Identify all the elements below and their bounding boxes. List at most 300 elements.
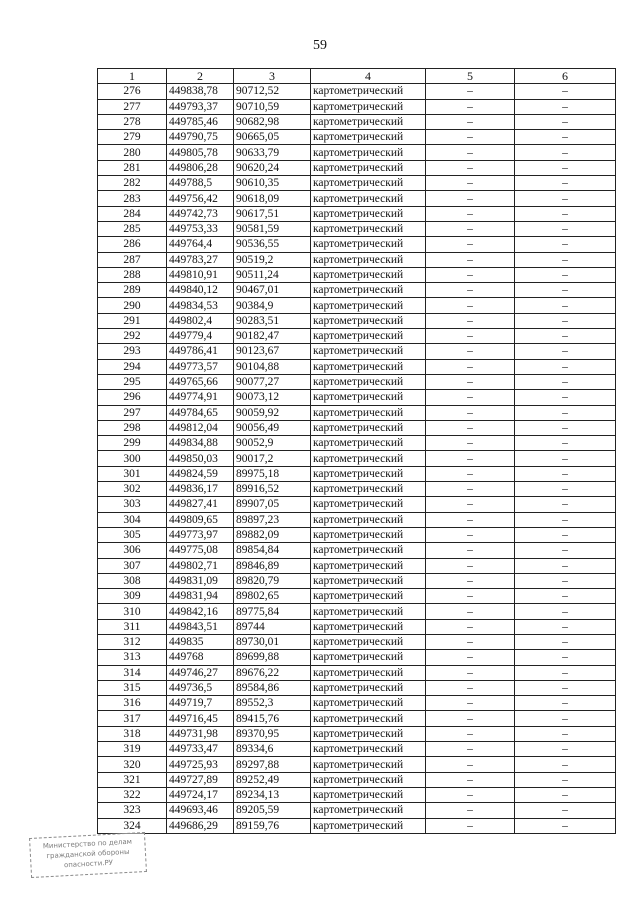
column-5-cell: –: [426, 114, 515, 129]
x-coordinate-cell: 449779,4: [167, 329, 234, 344]
method-cell: картометрический: [311, 436, 426, 451]
table-row: [98, 818, 616, 833]
table-row: [98, 344, 616, 359]
x-coordinate-cell: 449768: [167, 650, 234, 665]
method-cell: картометрический: [311, 757, 426, 772]
table-row: [98, 191, 616, 206]
column-header-2: 2: [167, 69, 234, 84]
column-5-cell: –: [426, 130, 515, 145]
method-cell: картометрический: [311, 176, 426, 191]
method-cell: картометрический: [311, 787, 426, 802]
method-cell: картометрический: [311, 252, 426, 267]
point-number-cell: 279: [98, 130, 167, 145]
x-coordinate-cell: 449812,04: [167, 420, 234, 435]
column-6-cell: –: [515, 558, 616, 573]
y-coordinate-cell: 90104,88: [234, 359, 311, 374]
column-header-6: 6: [515, 69, 616, 84]
x-coordinate-cell: 449773,57: [167, 359, 234, 374]
column-5-cell: –: [426, 665, 515, 680]
y-coordinate-cell: 89854,84: [234, 543, 311, 558]
column-6-cell: –: [515, 696, 616, 711]
column-5-cell: –: [426, 772, 515, 787]
point-number-cell: 289: [98, 283, 167, 298]
column-6-cell: –: [515, 99, 616, 114]
column-6-cell: –: [515, 543, 616, 558]
table-row: [98, 329, 616, 344]
table-row: [98, 145, 616, 160]
column-5-cell: –: [426, 313, 515, 328]
x-coordinate-cell: 449802,4: [167, 313, 234, 328]
y-coordinate-cell: 90581,59: [234, 221, 311, 236]
y-coordinate-cell: 89744: [234, 619, 311, 634]
y-coordinate-cell: 90536,55: [234, 237, 311, 252]
column-6-cell: –: [515, 298, 616, 313]
point-number-cell: 297: [98, 405, 167, 420]
table-row: [98, 589, 616, 604]
table-row: [98, 298, 616, 313]
table-row: [98, 665, 616, 680]
point-number-cell: 300: [98, 451, 167, 466]
y-coordinate-cell: 89882,09: [234, 527, 311, 542]
method-cell: картометрический: [311, 160, 426, 175]
y-coordinate-cell: 90665,05: [234, 130, 311, 145]
table-row: [98, 573, 616, 588]
column-6-cell: –: [515, 267, 616, 282]
method-cell: картометрический: [311, 329, 426, 344]
column-6-cell: –: [515, 650, 616, 665]
column-6-cell: –: [515, 803, 616, 818]
x-coordinate-cell: 449775,08: [167, 543, 234, 558]
method-cell: картометрический: [311, 818, 426, 833]
point-number-cell: 305: [98, 527, 167, 542]
method-cell: картометрический: [311, 619, 426, 634]
table-header-row: [98, 69, 616, 84]
x-coordinate-cell: 449724,17: [167, 787, 234, 802]
y-coordinate-cell: 89159,76: [234, 818, 311, 833]
method-cell: картометрический: [311, 711, 426, 726]
table-row: [98, 742, 616, 757]
x-coordinate-cell: 449774,91: [167, 390, 234, 405]
x-coordinate-cell: 449786,41: [167, 344, 234, 359]
x-coordinate-cell: 449788,5: [167, 176, 234, 191]
table-row: [98, 497, 616, 512]
y-coordinate-cell: 89699,88: [234, 650, 311, 665]
point-number-cell: 307: [98, 558, 167, 573]
y-coordinate-cell: 89297,88: [234, 757, 311, 772]
x-coordinate-cell: 449783,27: [167, 252, 234, 267]
method-cell: картометрический: [311, 650, 426, 665]
y-coordinate-cell: 90467,01: [234, 283, 311, 298]
page-number: 59: [313, 38, 327, 53]
column-5-cell: –: [426, 267, 515, 282]
column-5-cell: –: [426, 298, 515, 313]
point-number-cell: 284: [98, 206, 167, 221]
x-coordinate-cell: 449686,29: [167, 818, 234, 833]
x-coordinate-cell: 449835: [167, 634, 234, 649]
column-6-cell: –: [515, 436, 616, 451]
x-coordinate-cell: 449773,97: [167, 527, 234, 542]
column-5-cell: –: [426, 252, 515, 267]
y-coordinate-cell: 90052,9: [234, 436, 311, 451]
column-5-cell: –: [426, 237, 515, 252]
column-6-cell: –: [515, 497, 616, 512]
column-6-cell: –: [515, 359, 616, 374]
point-number-cell: 304: [98, 512, 167, 527]
column-5-cell: –: [426, 696, 515, 711]
x-coordinate-cell: 449756,42: [167, 191, 234, 206]
table-row: [98, 374, 616, 389]
column-5-cell: –: [426, 711, 515, 726]
method-cell: картометрический: [311, 84, 426, 99]
y-coordinate-cell: 90059,92: [234, 405, 311, 420]
table-row: [98, 84, 616, 99]
method-cell: картометрический: [311, 680, 426, 695]
method-cell: картометрический: [311, 696, 426, 711]
column-6-cell: –: [515, 344, 616, 359]
column-5-cell: –: [426, 619, 515, 634]
x-coordinate-cell: 449790,75: [167, 130, 234, 145]
column-5-cell: –: [426, 726, 515, 741]
table-row: [98, 160, 616, 175]
x-coordinate-cell: 449725,93: [167, 757, 234, 772]
column-5-cell: –: [426, 176, 515, 191]
y-coordinate-cell: 90017,2: [234, 451, 311, 466]
x-coordinate-cell: 449784,65: [167, 405, 234, 420]
y-coordinate-cell: 89205,59: [234, 803, 311, 818]
table-row: [98, 359, 616, 374]
y-coordinate-cell: 89846,89: [234, 558, 311, 573]
column-6-cell: –: [515, 283, 616, 298]
x-coordinate-cell: 449843,51: [167, 619, 234, 634]
column-6-cell: –: [515, 451, 616, 466]
column-6-cell: –: [515, 772, 616, 787]
point-number-cell: 310: [98, 604, 167, 619]
column-6-cell: –: [515, 573, 616, 588]
column-5-cell: –: [426, 742, 515, 757]
x-coordinate-cell: 449809,65: [167, 512, 234, 527]
point-number-cell: 314: [98, 665, 167, 680]
method-cell: картометрический: [311, 283, 426, 298]
table-row: [98, 206, 616, 221]
table-row: [98, 757, 616, 772]
point-number-cell: 320: [98, 757, 167, 772]
column-5-cell: –: [426, 650, 515, 665]
column-6-cell: –: [515, 145, 616, 160]
table-row: [98, 512, 616, 527]
y-coordinate-cell: 89775,84: [234, 604, 311, 619]
column-6-cell: –: [515, 176, 616, 191]
y-coordinate-cell: 90182,47: [234, 329, 311, 344]
column-6-cell: –: [515, 742, 616, 757]
table-row: [98, 619, 616, 634]
x-coordinate-cell: 449842,16: [167, 604, 234, 619]
column-5-cell: –: [426, 466, 515, 481]
table-row: [98, 726, 616, 741]
point-number-cell: 277: [98, 99, 167, 114]
column-6-cell: –: [515, 482, 616, 497]
method-cell: картометрический: [311, 298, 426, 313]
y-coordinate-cell: 89676,22: [234, 665, 311, 680]
column-5-cell: –: [426, 757, 515, 772]
y-coordinate-cell: 90056,49: [234, 420, 311, 435]
table-row: [98, 680, 616, 695]
y-coordinate-cell: 90617,51: [234, 206, 311, 221]
y-coordinate-cell: 89415,76: [234, 711, 311, 726]
point-number-cell: 309: [98, 589, 167, 604]
point-number-cell: 283: [98, 191, 167, 206]
table-row: [98, 451, 616, 466]
method-cell: картометрический: [311, 313, 426, 328]
point-number-cell: 294: [98, 359, 167, 374]
column-5-cell: –: [426, 482, 515, 497]
table-row: [98, 130, 616, 145]
y-coordinate-cell: 90712,52: [234, 84, 311, 99]
column-6-cell: –: [515, 84, 616, 99]
column-5-cell: –: [426, 359, 515, 374]
stamp-line: опасности.РУ: [63, 858, 114, 870]
column-6-cell: –: [515, 757, 616, 772]
column-6-cell: –: [515, 206, 616, 221]
method-cell: картометрический: [311, 665, 426, 680]
point-number-cell: 321: [98, 772, 167, 787]
y-coordinate-cell: 90618,09: [234, 191, 311, 206]
point-number-cell: 303: [98, 497, 167, 512]
point-number-cell: 298: [98, 420, 167, 435]
x-coordinate-cell: 449805,78: [167, 145, 234, 160]
x-coordinate-cell: 449765,66: [167, 374, 234, 389]
method-cell: картометрический: [311, 543, 426, 558]
column-6-cell: –: [515, 329, 616, 344]
method-cell: картометрический: [311, 604, 426, 619]
method-cell: картометрический: [311, 344, 426, 359]
column-header-4: 4: [311, 69, 426, 84]
y-coordinate-cell: 89730,01: [234, 634, 311, 649]
column-6-cell: –: [515, 160, 616, 175]
table-row: [98, 221, 616, 236]
column-5-cell: –: [426, 803, 515, 818]
point-number-cell: 287: [98, 252, 167, 267]
table-row: [98, 787, 616, 802]
y-coordinate-cell: 90283,51: [234, 313, 311, 328]
point-number-cell: 313: [98, 650, 167, 665]
table-row: [98, 313, 616, 328]
x-coordinate-cell: 449727,89: [167, 772, 234, 787]
table-row: [98, 711, 616, 726]
method-cell: картометрический: [311, 405, 426, 420]
point-number-cell: 308: [98, 573, 167, 588]
point-number-cell: 302: [98, 482, 167, 497]
point-number-cell: 295: [98, 374, 167, 389]
x-coordinate-cell: 449785,46: [167, 114, 234, 129]
y-coordinate-cell: 90073,12: [234, 390, 311, 405]
method-cell: картометрический: [311, 573, 426, 588]
table-body: [98, 84, 616, 834]
table-row: [98, 390, 616, 405]
table-row: [98, 283, 616, 298]
method-cell: картометрический: [311, 267, 426, 282]
column-header-5: 5: [426, 69, 515, 84]
x-coordinate-cell: 449764,4: [167, 237, 234, 252]
column-6-cell: –: [515, 252, 616, 267]
table-row: [98, 527, 616, 542]
point-number-cell: 317: [98, 711, 167, 726]
x-coordinate-cell: 449810,91: [167, 267, 234, 282]
column-6-cell: –: [515, 420, 616, 435]
column-5-cell: –: [426, 818, 515, 833]
method-cell: картометрический: [311, 558, 426, 573]
x-coordinate-cell: 449731,98: [167, 726, 234, 741]
y-coordinate-cell: 90077,27: [234, 374, 311, 389]
stamp: [29, 832, 147, 878]
method-cell: картометрический: [311, 772, 426, 787]
x-coordinate-cell: 449838,78: [167, 84, 234, 99]
column-5-cell: –: [426, 634, 515, 649]
column-6-cell: –: [515, 390, 616, 405]
column-5-cell: –: [426, 451, 515, 466]
column-5-cell: –: [426, 420, 515, 435]
point-number-cell: 322: [98, 787, 167, 802]
point-number-cell: 282: [98, 176, 167, 191]
method-cell: картометрический: [311, 359, 426, 374]
y-coordinate-cell: 90682,98: [234, 114, 311, 129]
table-row: [98, 420, 616, 435]
column-5-cell: –: [426, 374, 515, 389]
column-5-cell: –: [426, 589, 515, 604]
x-coordinate-cell: 449840,12: [167, 283, 234, 298]
y-coordinate-cell: 89820,79: [234, 573, 311, 588]
column-6-cell: –: [515, 130, 616, 145]
column-5-cell: –: [426, 512, 515, 527]
x-coordinate-cell: 449736,5: [167, 680, 234, 695]
table-row: [98, 405, 616, 420]
column-5-cell: –: [426, 787, 515, 802]
column-6-cell: –: [515, 114, 616, 129]
x-coordinate-cell: 449733,47: [167, 742, 234, 757]
point-number-cell: 323: [98, 803, 167, 818]
point-number-cell: 316: [98, 696, 167, 711]
point-number-cell: 311: [98, 619, 167, 634]
column-6-cell: –: [515, 634, 616, 649]
method-cell: картометрический: [311, 466, 426, 481]
point-number-cell: 319: [98, 742, 167, 757]
column-5-cell: –: [426, 573, 515, 588]
column-6-cell: –: [515, 405, 616, 420]
y-coordinate-cell: 89897,23: [234, 512, 311, 527]
table-row: [98, 252, 616, 267]
x-coordinate-cell: 449746,27: [167, 665, 234, 680]
column-6-cell: –: [515, 818, 616, 833]
column-5-cell: –: [426, 344, 515, 359]
column-5-cell: –: [426, 436, 515, 451]
x-coordinate-cell: 449827,41: [167, 497, 234, 512]
column-5-cell: –: [426, 99, 515, 114]
point-number-cell: 285: [98, 221, 167, 236]
method-cell: картометрический: [311, 589, 426, 604]
point-number-cell: 324: [98, 818, 167, 833]
table-row: [98, 604, 616, 619]
column-6-cell: –: [515, 512, 616, 527]
method-cell: картометрический: [311, 374, 426, 389]
table-row: [98, 466, 616, 481]
column-5-cell: –: [426, 329, 515, 344]
x-coordinate-cell: 449834,53: [167, 298, 234, 313]
table-row: [98, 803, 616, 818]
column-5-cell: –: [426, 680, 515, 695]
point-number-cell: 286: [98, 237, 167, 252]
method-cell: картометрический: [311, 114, 426, 129]
table-row: [98, 482, 616, 497]
y-coordinate-cell: 89252,49: [234, 772, 311, 787]
x-coordinate-cell: 449824,59: [167, 466, 234, 481]
y-coordinate-cell: 89552,3: [234, 696, 311, 711]
column-6-cell: –: [515, 466, 616, 481]
x-coordinate-cell: 449831,94: [167, 589, 234, 604]
column-6-cell: –: [515, 191, 616, 206]
column-6-cell: –: [515, 374, 616, 389]
table-row: [98, 634, 616, 649]
coordinates-table: [97, 68, 616, 834]
y-coordinate-cell: 89975,18: [234, 466, 311, 481]
point-number-cell: 296: [98, 390, 167, 405]
method-cell: картометрический: [311, 742, 426, 757]
point-number-cell: 318: [98, 726, 167, 741]
table-row: [98, 543, 616, 558]
point-number-cell: 291: [98, 313, 167, 328]
method-cell: картометрический: [311, 634, 426, 649]
x-coordinate-cell: 449693,46: [167, 803, 234, 818]
x-coordinate-cell: 449719,7: [167, 696, 234, 711]
method-cell: картометрический: [311, 237, 426, 252]
y-coordinate-cell: 89802,65: [234, 589, 311, 604]
column-5-cell: –: [426, 283, 515, 298]
y-coordinate-cell: 89234,13: [234, 787, 311, 802]
point-number-cell: 278: [98, 114, 167, 129]
x-coordinate-cell: 449831,09: [167, 573, 234, 588]
column-6-cell: –: [515, 237, 616, 252]
column-5-cell: –: [426, 604, 515, 619]
x-coordinate-cell: 449793,37: [167, 99, 234, 114]
y-coordinate-cell: 89334,6: [234, 742, 311, 757]
point-number-cell: 276: [98, 84, 167, 99]
y-coordinate-cell: 90511,24: [234, 267, 311, 282]
method-cell: картометрический: [311, 420, 426, 435]
method-cell: картометрический: [311, 145, 426, 160]
column-5-cell: –: [426, 84, 515, 99]
point-number-cell: 315: [98, 680, 167, 695]
point-number-cell: 301: [98, 466, 167, 481]
method-cell: картометрический: [311, 451, 426, 466]
method-cell: картометрический: [311, 726, 426, 741]
method-cell: картометрический: [311, 390, 426, 405]
column-6-cell: –: [515, 313, 616, 328]
column-6-cell: –: [515, 726, 616, 741]
x-coordinate-cell: 449742,73: [167, 206, 234, 221]
method-cell: картометрический: [311, 191, 426, 206]
table-row: [98, 267, 616, 282]
column-5-cell: –: [426, 527, 515, 542]
point-number-cell: 288: [98, 267, 167, 282]
y-coordinate-cell: 89370,95: [234, 726, 311, 741]
column-5-cell: –: [426, 497, 515, 512]
table-row: [98, 237, 616, 252]
column-6-cell: –: [515, 221, 616, 236]
y-coordinate-cell: 90519,2: [234, 252, 311, 267]
column-6-cell: –: [515, 665, 616, 680]
table-row: [98, 99, 616, 114]
point-number-cell: 280: [98, 145, 167, 160]
stamp-line: гражданской обороны: [46, 847, 130, 861]
column-6-cell: –: [515, 619, 616, 634]
